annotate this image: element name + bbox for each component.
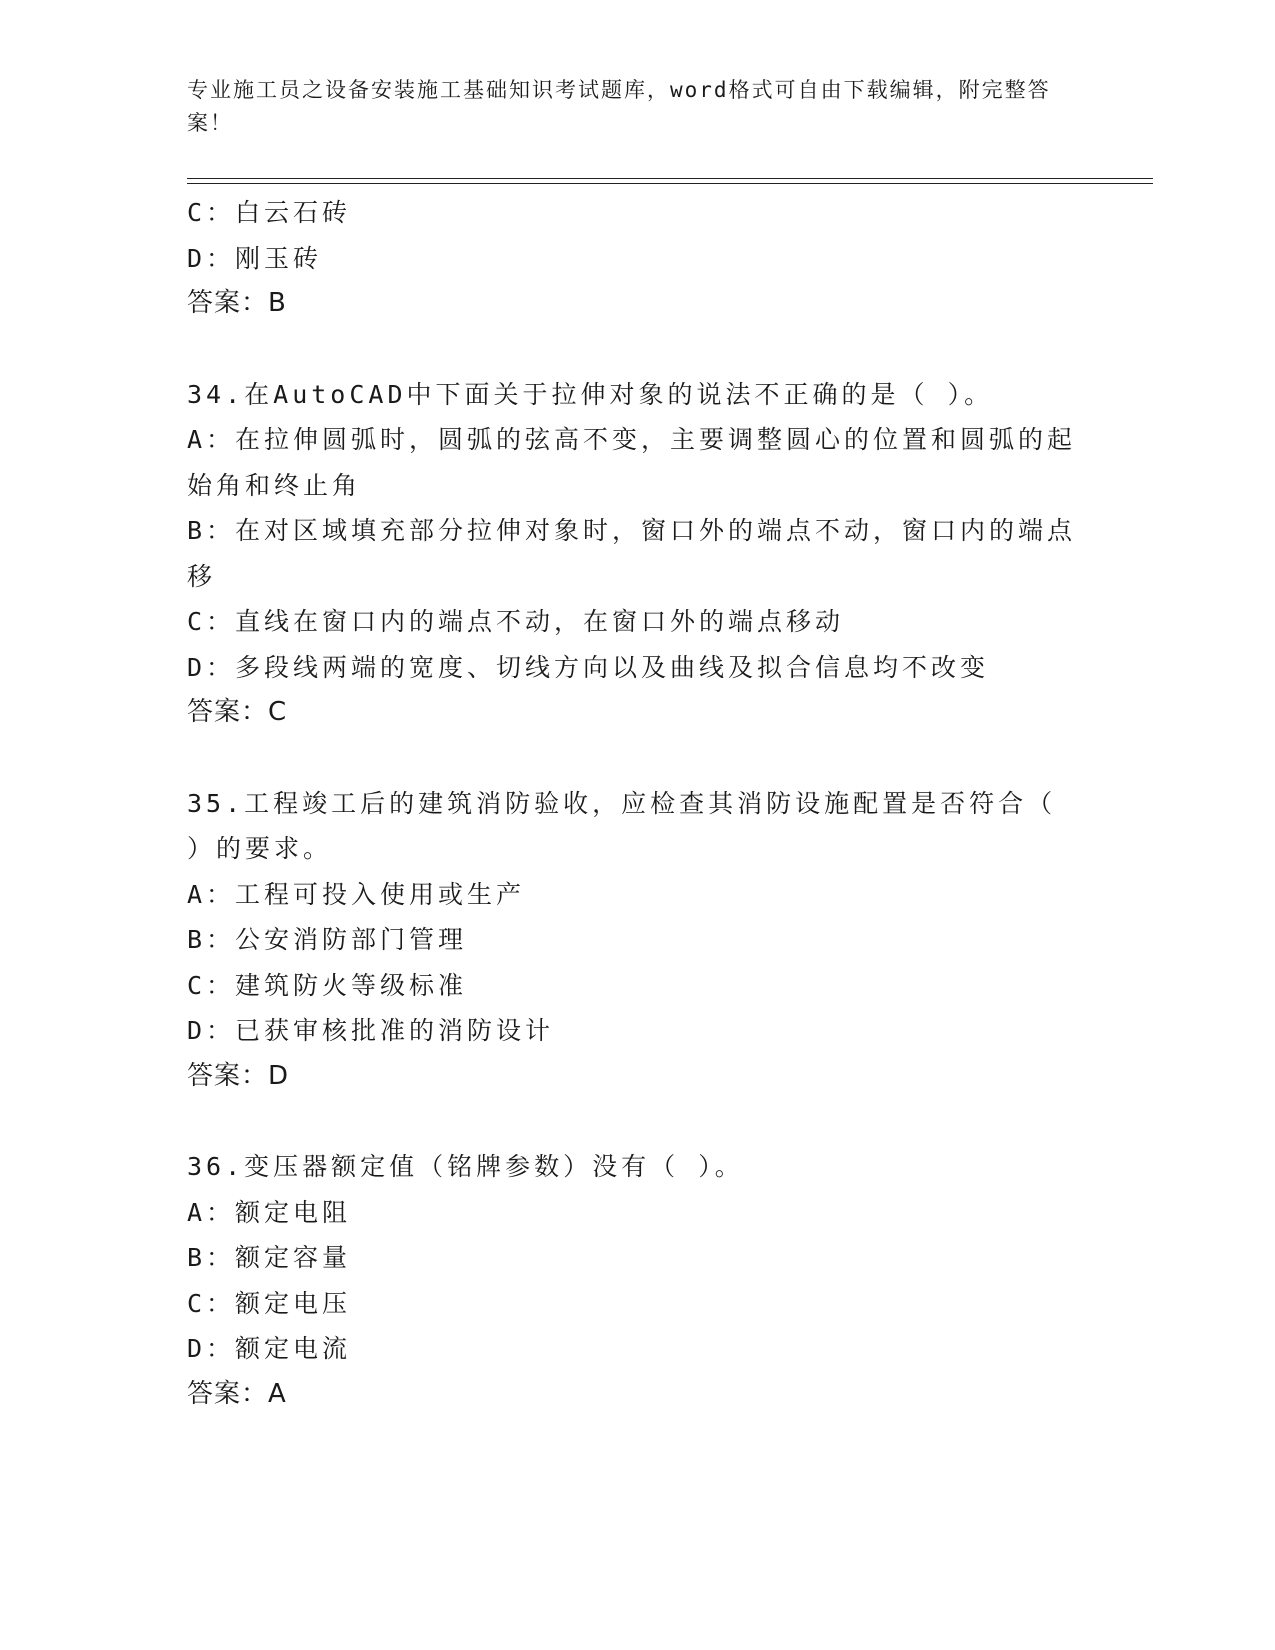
- option-d: D：刚玉砖: [187, 243, 323, 273]
- question-35: [187, 781, 1087, 1100]
- spacer: [187, 327, 1087, 372]
- option-c: C：额定电压: [187, 1288, 352, 1318]
- option-a: A：在拉伸圆弧时，圆弧的弦高不变，主要调整圆心的位置和圆弧的起始角和终止角: [187, 425, 1077, 500]
- option-a: A：工程可投入使用或生产: [187, 879, 526, 909]
- question-list: [187, 190, 1087, 1417]
- spacer: [187, 1099, 1087, 1144]
- option-b: B：额定容量: [187, 1243, 352, 1272]
- question-33-tail: [187, 190, 1087, 327]
- question-36: [187, 1144, 1087, 1417]
- answer-line: 答案：B: [187, 288, 287, 318]
- answer-line: 答案：D: [187, 1060, 290, 1091]
- answer-line: 答案：C: [187, 697, 288, 727]
- document-header: 专业施工员之设备安装施工基础知识考试题库，word格式可自由下载编辑，附完整答案！: [187, 78, 1051, 135]
- spacer: [187, 736, 1087, 781]
- question-text: 35.工程竣工后的建筑消防验收，应检查其消防设施配置是否符合（ ）的要求。: [187, 788, 1057, 863]
- question-text: 36.变压器额定值（铭牌参数）没有（ ）。: [187, 1152, 744, 1181]
- answer-line: 答案：A: [187, 1378, 287, 1409]
- option-c: C：直线在窗口内的端点不动，在窗口外的端点移动: [187, 607, 845, 636]
- option-d: D：已获审核批准的消防设计: [187, 1016, 555, 1045]
- option-c: C：建筑防火等级标准: [187, 970, 468, 1000]
- option-c: C：白云石砖: [187, 198, 352, 227]
- question-text: 34.在AutoCAD中下面关于拉伸对象的说法不正确的是（ ）。: [187, 379, 994, 409]
- option-d: D：额定电流: [187, 1334, 352, 1363]
- option-a: A：额定电阻: [187, 1197, 352, 1227]
- option-d: D：多段线两端的宽度、切线方向以及曲线及拟合信息均不改变: [187, 652, 990, 682]
- header-divider-top: [187, 178, 1153, 179]
- question-34: [187, 372, 1087, 736]
- option-b: B：在对区域填充部分拉伸对象时，窗口外的端点不动，窗口内的端点移: [187, 516, 1077, 591]
- option-b: B：公安消防部门管理: [187, 925, 468, 954]
- header-divider-bottom: [187, 183, 1153, 184]
